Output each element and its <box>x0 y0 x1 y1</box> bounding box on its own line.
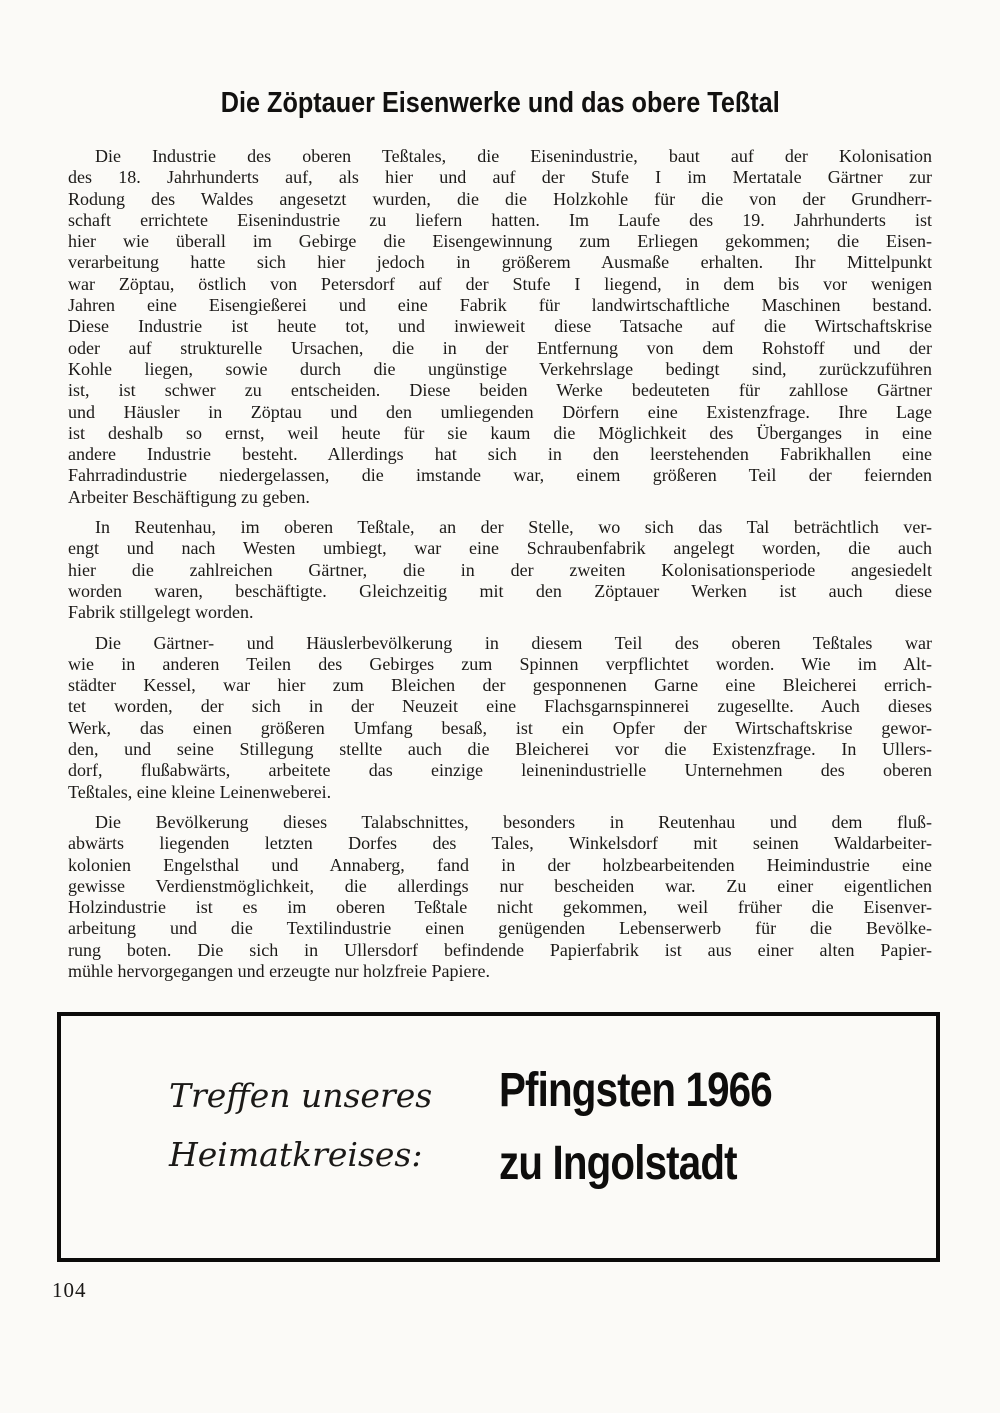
paragraph-1 <box>68 146 932 508</box>
text-line: wie in anderen Teilen des Gebirges zum Spinnen verpflichtet worden. Wie im Alt- <box>68 653 932 674</box>
text-line: Die Industrie des oberen Teßtales, die Eisenindustrie, baut auf der Kolonisation <box>95 146 932 166</box>
paragraph-2 <box>68 517 932 623</box>
announcement-box <box>57 1012 940 1262</box>
text-line: Holzindustrie ist es im oberen Teßtale nicht gekommen, weil früher die Eisenver- <box>68 897 932 918</box>
article-body <box>68 146 932 991</box>
page-number: 104 <box>52 1278 87 1302</box>
text-line: In Reutenhau, im oberen Teßtale, an der Stelle, wo sich das Tal beträchtlich ver- <box>95 517 932 538</box>
text-line: Diese Industrie ist heute tot, und inwieweit diese Tatsache auf die Wirtschaftskrise <box>68 316 932 337</box>
text-line: Rodung des Waldes angesetzt wurden, die die Holzkohle für die von der Grundherr- <box>68 188 932 209</box>
article-title <box>0 86 1000 120</box>
text-line: rung boten. Die sich in Ullersdorf befindende Papierfabrik ist aus einer alten Papier- <box>68 939 932 960</box>
text-line: Jahren eine Eisengießerei und eine Fabrik für landwirtschaftliche Maschinen bestand. <box>68 295 932 316</box>
text-line: Die Bevölkerung dieses Talabschnittes, besonders in Reutenhau und dem fluß- <box>95 811 932 832</box>
text-line: und Häusler in Zöptau und den umliegenden Dörfern eine Existenzfrage. Ihre Lage <box>68 401 932 422</box>
announcement-label <box>169 1066 432 1184</box>
text-line: hier wie überall im Gebirge die Eisengewinnung zum Erliegen gekommen; die Eisen- <box>68 231 932 252</box>
text-line: andere Industrie besteht. Allerdings hat sich in den leerstehenden Fabrikhallen eine <box>68 444 932 465</box>
text-line: arbeitung und die Textilindustrie einen genügenden Lebenserwerb für die Bevölke- <box>68 918 932 939</box>
text-line: abwärts liegenden letzten Dorfes des Tales, Winkelsdorf mit seinen Waldarbeiter- <box>68 833 932 854</box>
article-title-text: Die Zöptauer Eisenwerke und das obere Teßtal <box>220 87 780 119</box>
text-line: worden waren, beschäftigte. Gleichzeitig mit den Zöptauer Werken ist auch diese <box>68 580 932 601</box>
text-line: Kohle liegen, sowie durch die ungünstige Verkehrslage bedingt sind, zurückzuführen <box>68 358 932 379</box>
text-line: engt und nach Westen umbiegt, war eine Schraubenfabrik angelegt worden, die auch <box>68 538 932 559</box>
announcement-event-line2: zu Ingolstadt <box>499 1137 737 1190</box>
announcement-label-line1: Treffen unseres <box>169 1076 433 1115</box>
text-line: den, und seine Stillegung stellte auch die Bleicherei vor die Existenzfrage. In Ullers- <box>68 739 932 760</box>
text-line: ist, ist schwer zu entscheiden. Diese beiden Werke bedeuteten für zahllose Gärtner <box>68 380 932 401</box>
text-line: war Zöptau, östlich von Petersdorf auf der Stufe I liegend, in dem bis vor wenigen <box>68 273 932 294</box>
text-line: Arbeiter Beschäftigung zu geben. <box>68 486 310 507</box>
announcement-event-line1: Pfingsten 1966 <box>499 1064 772 1117</box>
text-line: verarbeitung hatte sich hier jedoch in größerem Ausmaße erhalten. Ihr Mittelpunkt <box>68 252 932 273</box>
text-line: Fahrradindustrie niedergelassen, die imstande war, einem größeren Teil der feiernden <box>68 465 932 486</box>
paragraph-3 <box>68 633 932 803</box>
text-line: kolonien Engelsthal und Annaberg, fand in der holzbearbeitenden Heimindustrie eine <box>68 854 932 875</box>
announcement-label-line2: Heimatkreises: <box>169 1135 423 1174</box>
text-line: des 18. Jahrhunderts auf, als hier und auf der Stufe I im Mertatale Gärtner zur <box>68 167 932 188</box>
text-line: dorf, flußabwärts, arbeitete das einzige leinenindustrielle Unternehmen des oberen <box>68 760 932 781</box>
text-line: Fabrik stillgelegt worden. <box>68 602 254 623</box>
text-line: Teßtales, eine kleine Leinenweberei. <box>68 781 332 802</box>
text-line: mühle hervorgegangen und erzeugte nur holzfreie Papiere. <box>68 960 490 981</box>
text-line: tet worden, der sich in der Neuzeit eine Flachsgarnspinnerei zugesellte. Auch dieses <box>68 696 932 717</box>
text-line: Die Gärtner- und Häuslerbevölkerung in diesem Teil des oberen Teßtales war <box>95 632 932 653</box>
announcement-event <box>499 1054 772 1200</box>
text-line: städter Kessel, war hier zum Bleichen der gesponnenen Garne eine Bleicherei errich- <box>68 675 932 696</box>
text-line: oder auf strukturelle Ursachen, die in der Entfernung von dem Rohstoff und der <box>68 337 932 358</box>
paragraph-4 <box>68 812 932 982</box>
text-line: hier die zahlreichen Gärtner, die in der zweiten Kolonisationsperiode angesiedelt <box>68 559 932 580</box>
text-line: ist deshalb so ernst, weil heute für sie kaum die Möglichkeit des Überganges in eine <box>68 422 932 443</box>
text-line: schaft errichtete Eisenindustrie zu liefern hatten. Im Laufe des 19. Jahrhunderts ist <box>68 209 932 230</box>
text-line: Werk, das einen größeren Umfang besaß, ist ein Opfer der Wirtschaftskrise gewor- <box>68 717 932 738</box>
text-line: gewisse Verdienstmöglichkeit, die allerdings nur bescheiden war. Zu einer eigentlichen <box>68 875 932 896</box>
